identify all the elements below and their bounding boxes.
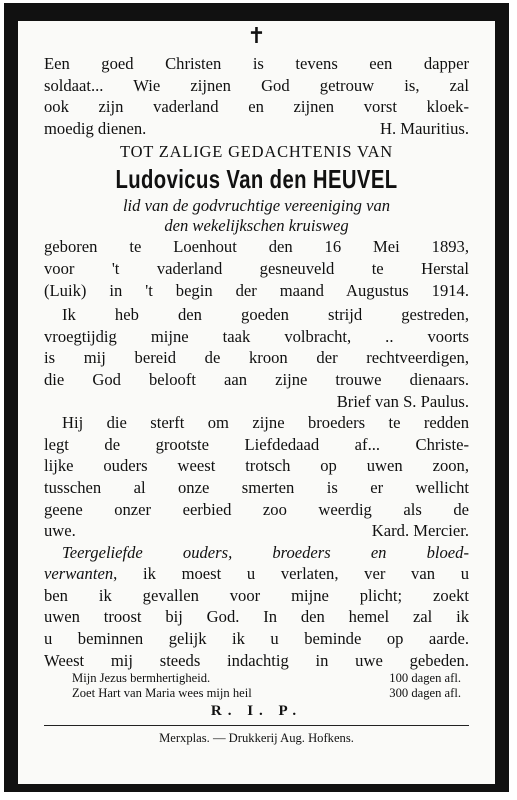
indulgence-text: Zoet Hart van Maria wees mijn heil	[72, 686, 252, 701]
quote-line: is mij bereid de kroon der rechtveerdigen,	[44, 348, 469, 368]
cross-icon: ✝	[247, 23, 266, 48]
farewell-message	[44, 542, 469, 672]
memorial-card	[4, 3, 509, 792]
bio-line: voor 't vaderland gesneuveld te Herstal	[44, 258, 469, 278]
farewell-line: ben ik gevallen voor mijne plicht; zoekt	[44, 585, 469, 605]
rip: R. I. P.	[210, 703, 303, 720]
quote-paulus	[44, 304, 469, 412]
farewell-line: Weest mij steeds indachtig in uwe gebeden.	[44, 650, 469, 670]
bio-line: (Luik) in 't begin der maand Augustus 1914.	[44, 280, 469, 300]
quote-line-end: uwe.	[44, 521, 76, 541]
membership-line: lid van de godvruchtige vereeniging van	[122, 196, 391, 216]
quote-line: vroegtijdig mijne taak volbracht, .. voorts	[44, 326, 469, 346]
quote-mercier	[44, 412, 469, 542]
quote-line: Een goed Christen is tevens een dapper	[44, 54, 469, 73]
quote-author: Kard. Mercier.	[371, 521, 469, 541]
quote-line: geene onzer eerbied zoo weerdig als de	[44, 499, 469, 519]
farewell-line: Teergeliefde ouders, broeders en bloed-	[62, 542, 469, 562]
printer-credit: Merxplas. — Drukkerij Aug. Hofkens.	[159, 731, 354, 746]
biography	[44, 236, 469, 301]
indulgences	[44, 671, 469, 701]
quote-line: Hij die sterft om zijne broeders te redden	[62, 413, 469, 433]
quote-line-end: moedig dienen.	[44, 118, 147, 138]
quote-line: legt de grootste Liefdedaad af... Christe-	[44, 434, 469, 454]
quote-author: Brief van S. Paulus.	[336, 391, 469, 411]
indulgence-row	[44, 671, 469, 686]
indulgence-days: 300 dagen afl.	[389, 686, 461, 701]
farewell-line: uwen troost bij God. In den hemel zal ik	[44, 607, 469, 627]
quote-line: die God belooft aan zijne trouwe dienaars.	[44, 369, 469, 389]
indulgence-days: 100 dagen afl.	[389, 671, 461, 686]
quote-line: lijke ouders weest trotsch op uwen zoon,	[44, 456, 469, 476]
farewell-line: u beminnen gelijk ik u beminde op aarde.	[44, 629, 469, 649]
farewell-line: , ik moest u verlaten, ver van u	[113, 564, 469, 584]
quote-line: Ik heb den goeden strijd gestreden,	[62, 305, 469, 325]
card-inner	[18, 21, 495, 784]
deceased-name: Ludovicus Van den HEUVEL	[115, 164, 398, 195]
quote-author: H. Mauritius.	[380, 118, 469, 138]
memorial-heading: TOT ZALIGE GEDACHTENIS VAN	[119, 142, 394, 162]
indulgence-text: Mijn Jezus bermhertigheid.	[72, 671, 211, 686]
quote-line: ook zijn vaderland en zijnen vorst kloek-	[44, 97, 469, 117]
bio-line: geboren te Loenhout den 16 Mei 1893,	[44, 237, 469, 257]
quote-line: soldaat... Wie zijnen God getrouw is, zal	[44, 75, 469, 95]
quote-mauritius	[44, 53, 469, 139]
quote-line: tusschen al onze smerten is er wellicht	[44, 477, 469, 497]
farewell-italic: verwanten	[44, 564, 114, 584]
membership-line: den wekelijkschen kruisweg	[164, 216, 349, 236]
membership	[44, 196, 469, 236]
indulgence-row	[44, 686, 469, 701]
